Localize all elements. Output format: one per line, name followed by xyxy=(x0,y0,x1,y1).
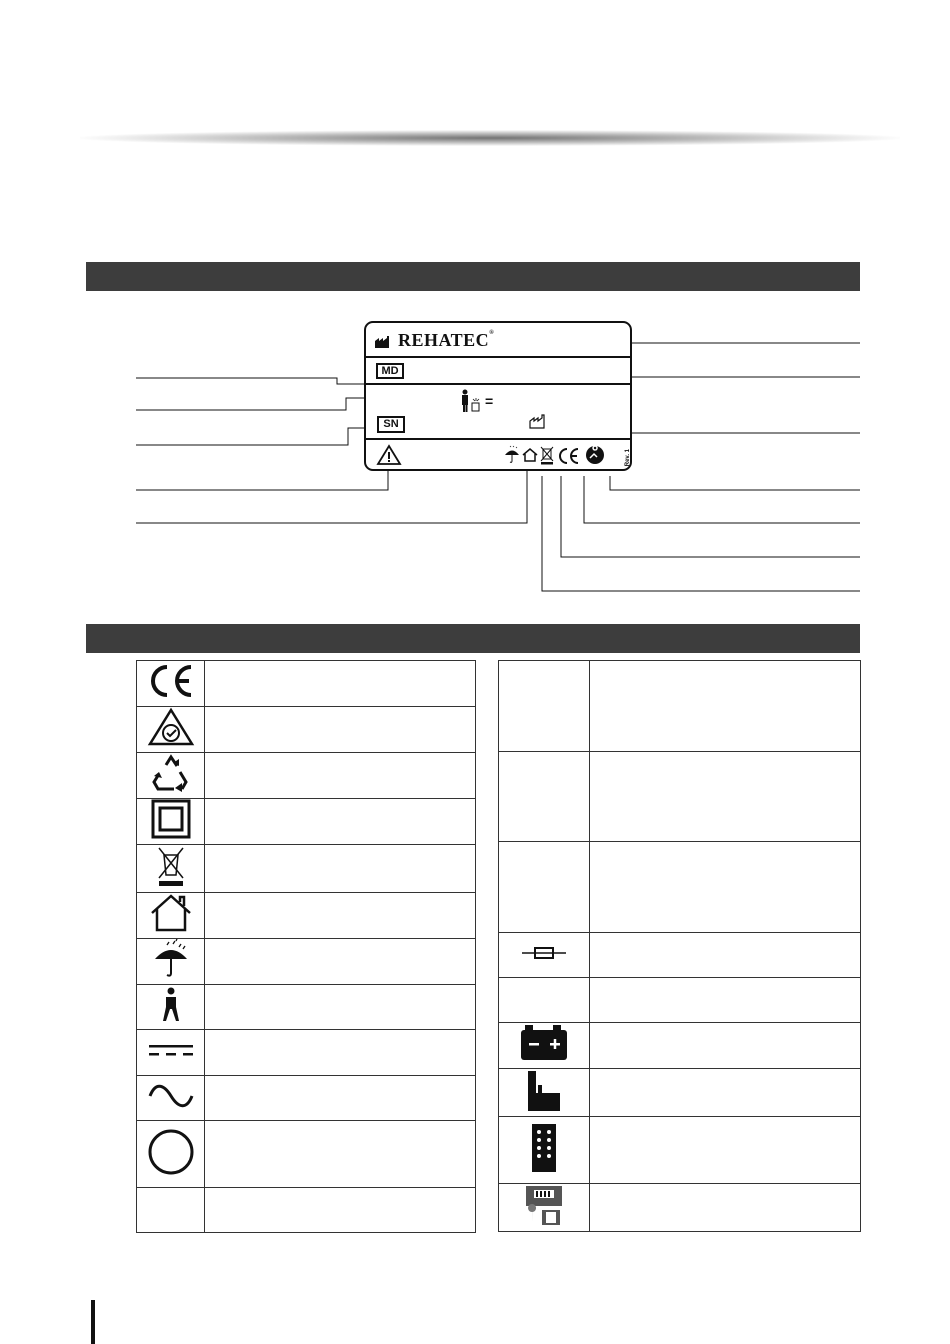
umbrella-rain-icon xyxy=(153,939,189,979)
table-row xyxy=(499,978,590,1023)
table-row xyxy=(499,752,590,842)
symbol-table-left xyxy=(136,660,476,1233)
manufacture-date-icon xyxy=(529,413,549,429)
md-box: MD xyxy=(376,363,404,379)
manufacturer-icon xyxy=(374,335,394,349)
triangle-check-icon xyxy=(147,707,195,747)
sn-box: SN xyxy=(377,416,405,433)
table-row xyxy=(499,933,590,978)
remote-control-icon xyxy=(531,1123,557,1173)
table-row xyxy=(499,1069,590,1117)
table-row xyxy=(137,939,205,985)
ce-mark-icon xyxy=(557,447,581,465)
battery-icon xyxy=(519,1024,569,1062)
house-icon xyxy=(521,447,539,463)
house-icon xyxy=(149,893,193,933)
brand-logo: REHATEC® xyxy=(398,330,495,350)
device-label xyxy=(364,321,632,471)
crossed-bin-icon xyxy=(540,445,554,465)
symbol-table-right xyxy=(498,660,861,1232)
double-square-icon xyxy=(151,799,191,839)
charger-icon xyxy=(524,1069,564,1111)
table-row xyxy=(137,1121,205,1188)
fuse-icon xyxy=(520,945,568,961)
ce-mark-icon xyxy=(147,663,195,699)
label-leader-lines xyxy=(0,0,950,620)
warning-icon xyxy=(376,444,402,466)
alternating-current-icon xyxy=(147,1083,195,1109)
table-row xyxy=(137,799,205,845)
table-row xyxy=(137,1030,205,1076)
table-row xyxy=(499,1023,590,1069)
table-row xyxy=(137,707,205,753)
umbrella-rain-icon xyxy=(504,445,520,463)
equals-sign: = xyxy=(485,393,494,409)
table-row xyxy=(137,1188,205,1233)
table-row xyxy=(137,893,205,939)
table-row xyxy=(137,753,205,799)
control-unit-icon xyxy=(524,1184,564,1226)
recycle-icon xyxy=(147,753,195,793)
table-row xyxy=(499,842,590,933)
table-row xyxy=(137,985,205,1030)
revision-label: Rev. 1 xyxy=(625,449,631,467)
person-icon xyxy=(159,987,183,1023)
direct-current-icon xyxy=(147,1040,195,1060)
table-row xyxy=(137,845,205,893)
crossed-bin-icon xyxy=(156,845,186,887)
circle-icon xyxy=(147,1128,195,1176)
table-row xyxy=(499,661,590,752)
table-row xyxy=(499,1184,590,1232)
table-row xyxy=(137,1076,205,1121)
patient-weight-icon xyxy=(459,389,485,413)
table-row xyxy=(499,1117,590,1184)
read-manual-icon xyxy=(585,445,605,465)
table-row xyxy=(137,661,205,707)
section-bar-symbols xyxy=(86,624,860,653)
page-margin-bar xyxy=(91,1300,95,1344)
